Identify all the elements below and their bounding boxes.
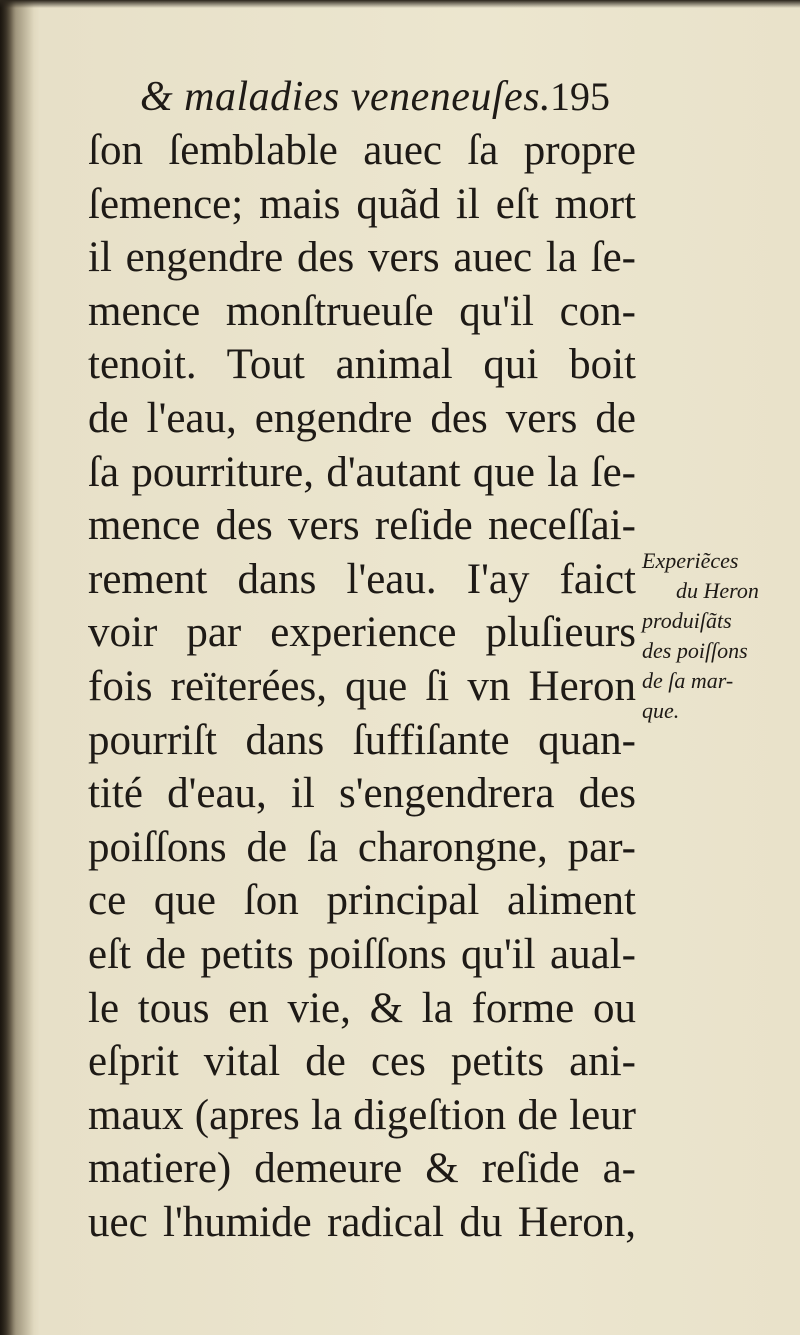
text-line: poiſſons de ſa charongne, par-	[88, 823, 636, 871]
text-line: ſemence; mais quãd il eſt mort	[88, 180, 636, 228]
text-line: fois reïterées, que ſi vn Heron	[88, 662, 636, 710]
text-line: ſon ſemblable auec ſa propre	[88, 127, 636, 174]
margin-note-line: de ſa mar-	[642, 668, 734, 693]
text-line: de l'eau, engendre des vers de	[88, 394, 636, 442]
margin-note-line: produiſãts	[642, 608, 732, 633]
text-line: voir par experience pluſieurs	[88, 609, 636, 657]
page-top-edge	[0, 0, 800, 8]
body-text	[88, 124, 636, 1249]
text-line: rement dans l'eau. I'ay faict	[88, 555, 636, 603]
text-line: le tous en vie, & la forme ou	[88, 984, 636, 1032]
text-line: uec l'humide radical du Heron,	[88, 1198, 636, 1246]
text-line: il engendre des vers auec la ſe-	[88, 234, 636, 282]
text-line: tité d'eau, il s'engendrera des	[88, 770, 636, 818]
margin-note	[642, 546, 792, 726]
text-line: tenoit. Tout animal qui boit	[88, 341, 636, 389]
margin-note-line: des poiſſons	[642, 638, 748, 663]
margin-note-line: que.	[642, 698, 680, 723]
page-number: 195	[550, 74, 610, 119]
text-line: eſprit vital de ces petits ani-	[88, 1038, 636, 1086]
running-head	[140, 72, 610, 122]
text-line: ſa pourriture, d'autant que la ſe-	[88, 448, 636, 496]
text-line: mence des vers reſide neceſſai-	[88, 502, 636, 550]
text-line: ce que ſon principal aliment	[88, 877, 636, 925]
margin-note-line: Experiẽces	[642, 548, 739, 573]
text-line: maux (apres la digeſtion de leur	[88, 1091, 636, 1139]
gutter-shadow	[0, 0, 34, 1335]
text-line: eſt de petits poiſſons qu'il aual-	[88, 930, 636, 978]
running-title: & maladies veneneuſes.	[140, 74, 552, 120]
text-line: mence monſtrueuſe qu'il con-	[88, 287, 636, 335]
text-line: pourriſt dans ſuffiſante quan-	[88, 716, 636, 764]
text-line: matiere) demeure & reſide a-	[88, 1145, 636, 1193]
margin-note-line: du Heron	[676, 578, 759, 603]
